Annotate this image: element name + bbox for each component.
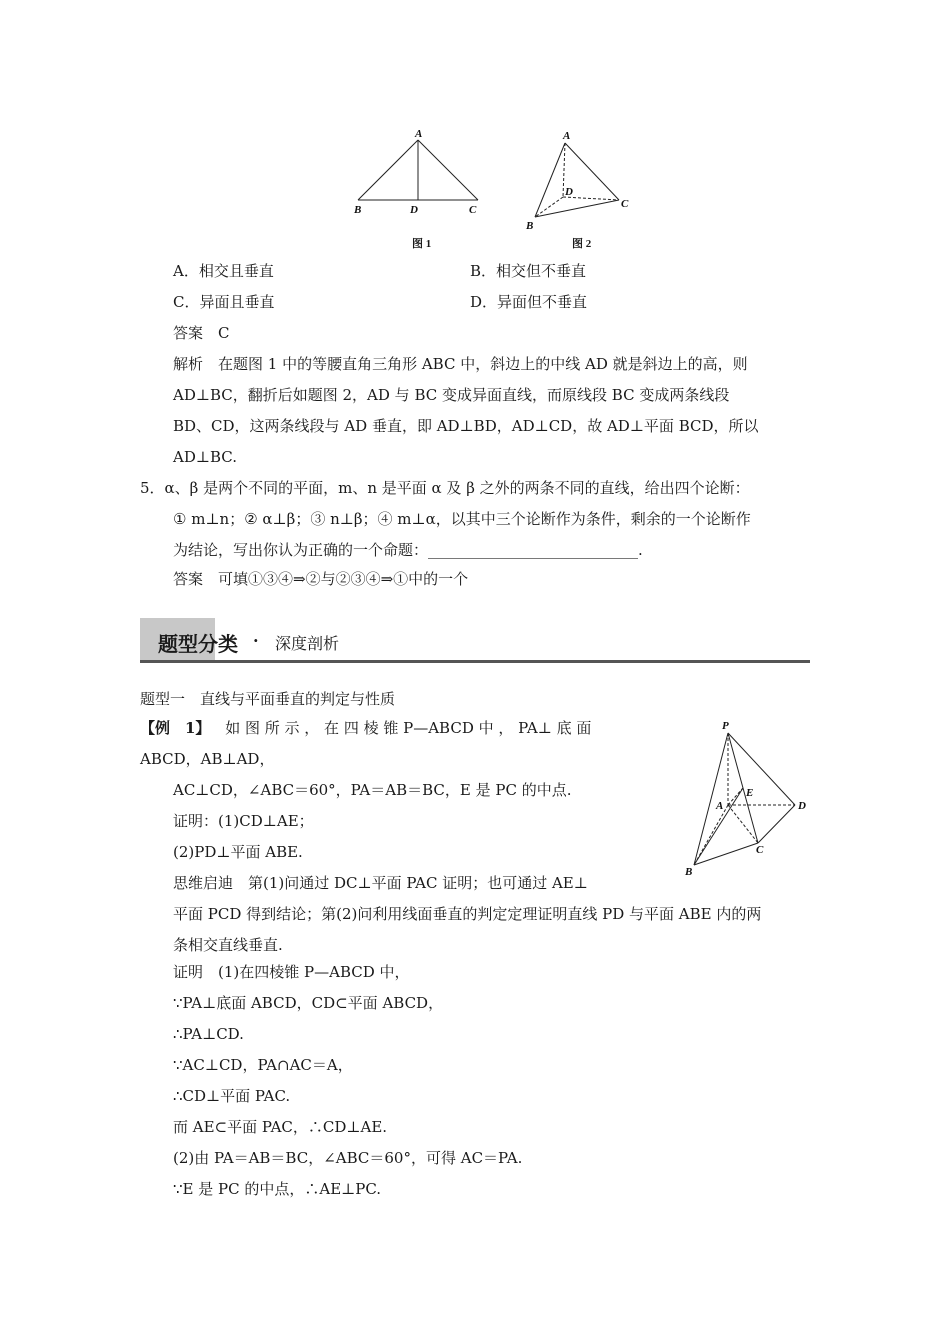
- proof-line-4: ∵AC⊥CD，PA∩AC＝A，: [173, 1056, 353, 1074]
- proof-line-8: ∵E 是 PC 的中点，∴AE⊥PC.: [173, 1180, 382, 1198]
- fig3-label-p: P: [722, 720, 729, 732]
- proof-line-3: ∴PA⊥CD.: [173, 1025, 244, 1043]
- figure-pyramid: [680, 715, 815, 880]
- q4-analysis-line-1: 解析 在题图 1 中的等腰直角三角形 ABC 中，斜边上的中线 AD 就是斜边上的高，则: [173, 355, 748, 373]
- example-line-1-text: 如 图 所 示 ， 在 四 棱 锥 P—ABCD 中 ， PA⊥ 底 面: [225, 719, 592, 737]
- option-c: C．异面且垂直: [173, 293, 275, 311]
- option-d: D．异面但不垂直: [470, 293, 588, 311]
- fig3-label-b: B: [685, 866, 693, 878]
- section-title: 题型分类: [158, 632, 238, 656]
- example-line-3: AC⊥CD，∠ABC＝60°，PA＝AB＝BC，E 是 PC 的中点.: [173, 781, 572, 799]
- fig2-caption: 图 2: [572, 238, 592, 250]
- q4-analysis-line-4: AD⊥BC.: [173, 448, 237, 466]
- hint-line-2: 平面 PCD 得到结论；第(2)问利用线面垂直的判定定理证明直线 PD 与平面 ABE 内的两: [173, 905, 762, 923]
- q5-line-2: ① m⊥n；② α⊥β；③ n⊥β；④ m⊥α，以其中三个论断作为条件，剩余的一个论断作: [173, 510, 751, 528]
- figure-1-triangle: [340, 125, 500, 225]
- q5-answer: 答案 可填①③④⇒②与②③④⇒①中的一个: [173, 570, 469, 588]
- option-a: A．相交且垂直: [173, 262, 274, 280]
- proof-line-6: 而 AE⊂平面 PAC，∴CD⊥AE.: [173, 1118, 388, 1136]
- example-line-1: [140, 718, 591, 738]
- section-rule: [140, 660, 810, 663]
- proof-line-2: ∵PA⊥底面 ABCD，CD⊂平面 ABCD，: [173, 994, 444, 1012]
- q4-analysis-line-2: AD⊥BC，翻折后如题图 2，AD 与 BC 变成异面直线，而原线段 BC 变成两条线段: [173, 386, 730, 404]
- fig2-label-c: C: [621, 198, 629, 210]
- fig3-label-e: E: [746, 787, 754, 799]
- example-line-2: ABCD，AB⊥AD，: [140, 750, 275, 768]
- fig1-label-c: C: [469, 204, 477, 216]
- hint-line-1: 思维启迪 第(1)问通过 DC⊥平面 PAC 证明；也可通过 AE⊥: [173, 874, 588, 892]
- q5-line-3: 为结论，写出你认为正确的一个命题：____________________________.: [173, 541, 643, 559]
- fig3-label-a: A: [716, 800, 724, 812]
- proof-line-5: ∴CD⊥平面 PAC.: [173, 1087, 291, 1105]
- proof-line-7: (2)由 PA＝AB＝BC，∠ABC＝60°，可得 AC＝PA.: [173, 1149, 523, 1167]
- example-line-5: (2)PD⊥平面 ABE.: [173, 843, 303, 861]
- fig2-label-d: D: [565, 186, 573, 198]
- q4-analysis-line-3: BD、CD，这两条线段与 AD 垂直，即 AD⊥BD，AD⊥CD，故 AD⊥平面 BCD，所以: [173, 417, 759, 435]
- fig1-caption: 图 1: [412, 238, 432, 250]
- figure-2-folded-tetrahedron: [515, 125, 645, 235]
- problem-type-heading: 题型一 直线与平面垂直的判定与性质: [140, 690, 396, 708]
- section-subtitle: 深度剖析: [275, 634, 340, 653]
- fig2-label-a: A: [563, 130, 571, 142]
- fig1-label-d: D: [410, 204, 418, 216]
- example-tag: 【例 1】: [140, 719, 211, 737]
- section-header: [140, 618, 810, 662]
- fig1-label-a: A: [415, 128, 423, 140]
- section-dot: ·: [253, 631, 259, 650]
- example-line-4: 证明：(1)CD⊥AE；: [173, 812, 314, 830]
- q5-line-1: 5．α、β 是两个不同的平面，m、n 是平面 α 及 β 之外的两条不同的直线，给出四个论断：: [140, 479, 750, 497]
- option-b: B．相交但不垂直: [470, 262, 587, 280]
- hint-line-3: 条相交直线垂直.: [173, 936, 283, 954]
- proof-line-1: 证明 (1)在四棱锥 P—ABCD 中，: [173, 963, 410, 981]
- fig3-label-c: C: [756, 844, 764, 856]
- fig2-label-b: B: [526, 220, 534, 232]
- fig3-label-d: D: [798, 800, 806, 812]
- q4-answer: 答案 C: [173, 324, 230, 342]
- fig1-label-b: B: [354, 204, 362, 216]
